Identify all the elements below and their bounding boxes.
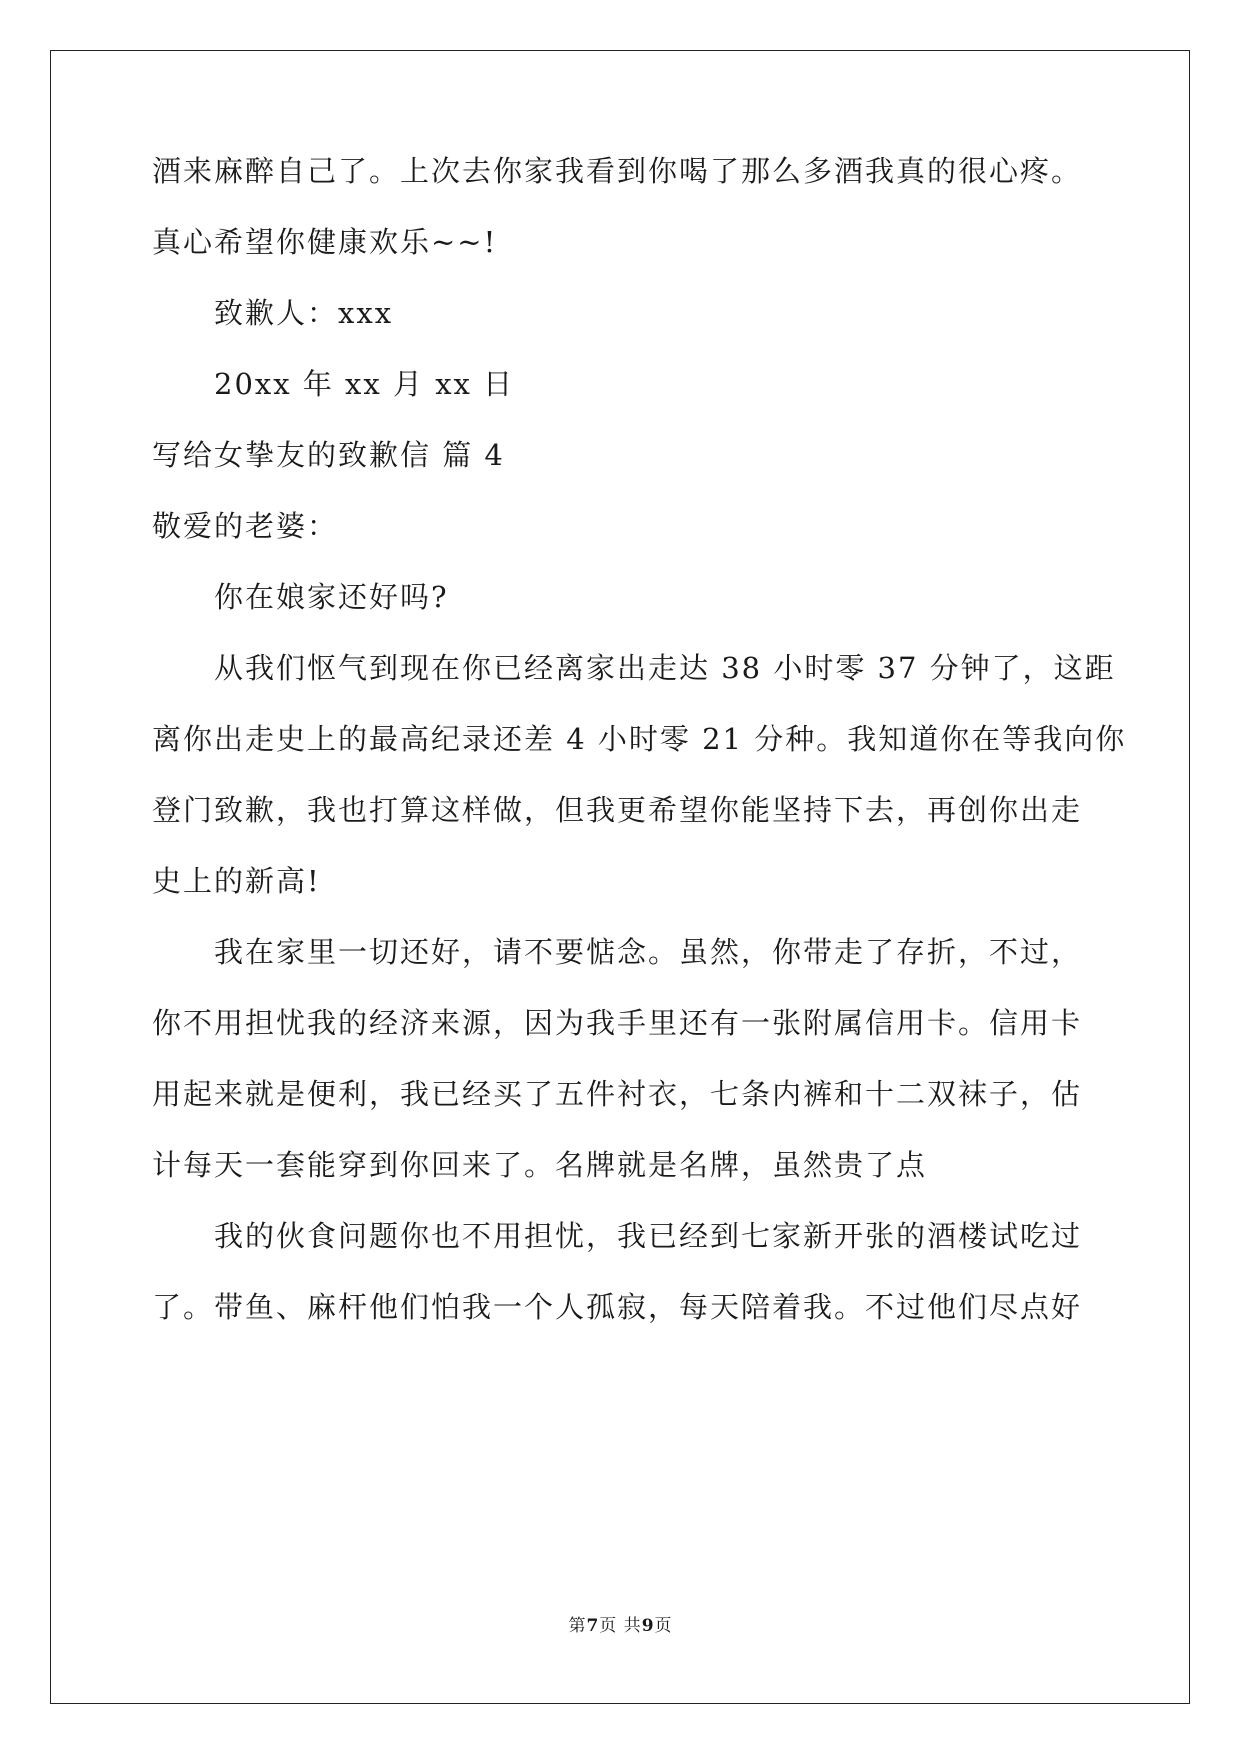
text-line: 离你出走史上的最高纪录还差 4 小时零 21 分种。我知道你在等我向你 [152,722,1127,756]
date-line: 20xx 年 xx 月 xx 日 [214,367,515,401]
text-line: 我的伙食问题你也不用担忧，我已经到七家新开张的酒楼试吃过 [214,1219,1083,1253]
page-mid: 页 共 [599,1616,642,1636]
page-total: 9 [641,1616,655,1636]
page-suffix: 页 [654,1616,673,1636]
text-line: 我在家里一切还好，请不要惦念。虽然，你带走了存折，不过， [214,935,1083,969]
text-line: 计每天一套能穿到你回来了。名牌就是名牌，虽然贵了点 [152,1148,928,1182]
text-line: 你不用担忧我的经济来源，因为我手里还有一张附属信用卡。信用卡 [152,1006,1083,1040]
text-line: 你在娘家还好吗? [214,580,449,614]
text-line: 史上的新高! [152,864,321,898]
text-line: 从我们怄气到现在你已经离家出走达 38 小时零 37 分钟了，这距 [214,651,1116,685]
text-line: 酒来麻醉自己了。上次去你家我看到你喝了那么多酒我真的很心疼。 [152,154,1083,188]
text-line: 了。带鱼、麻杆他们怕我一个人孤寂，每天陪着我。不过他们尽点好 [152,1290,1083,1324]
text-line: 用起来就是便利，我已经买了五件衬衣，七条内裤和十二双袜子，估 [152,1077,1083,1111]
section-title: 写给女挚友的致歉信 篇 4 [152,438,505,472]
text-line: 真心希望你健康欢乐~~! [152,225,498,259]
page-footer [0,1614,1241,1638]
salutation: 敬爱的老婆： [152,509,339,543]
page-current: 7 [586,1616,600,1636]
text-line: 登门致歉，我也打算这样做，但我更希望你能坚持下去，再创你出走 [152,793,1083,827]
signature-line: 致歉人：xxx [214,296,394,330]
page-prefix: 第 [568,1616,587,1636]
